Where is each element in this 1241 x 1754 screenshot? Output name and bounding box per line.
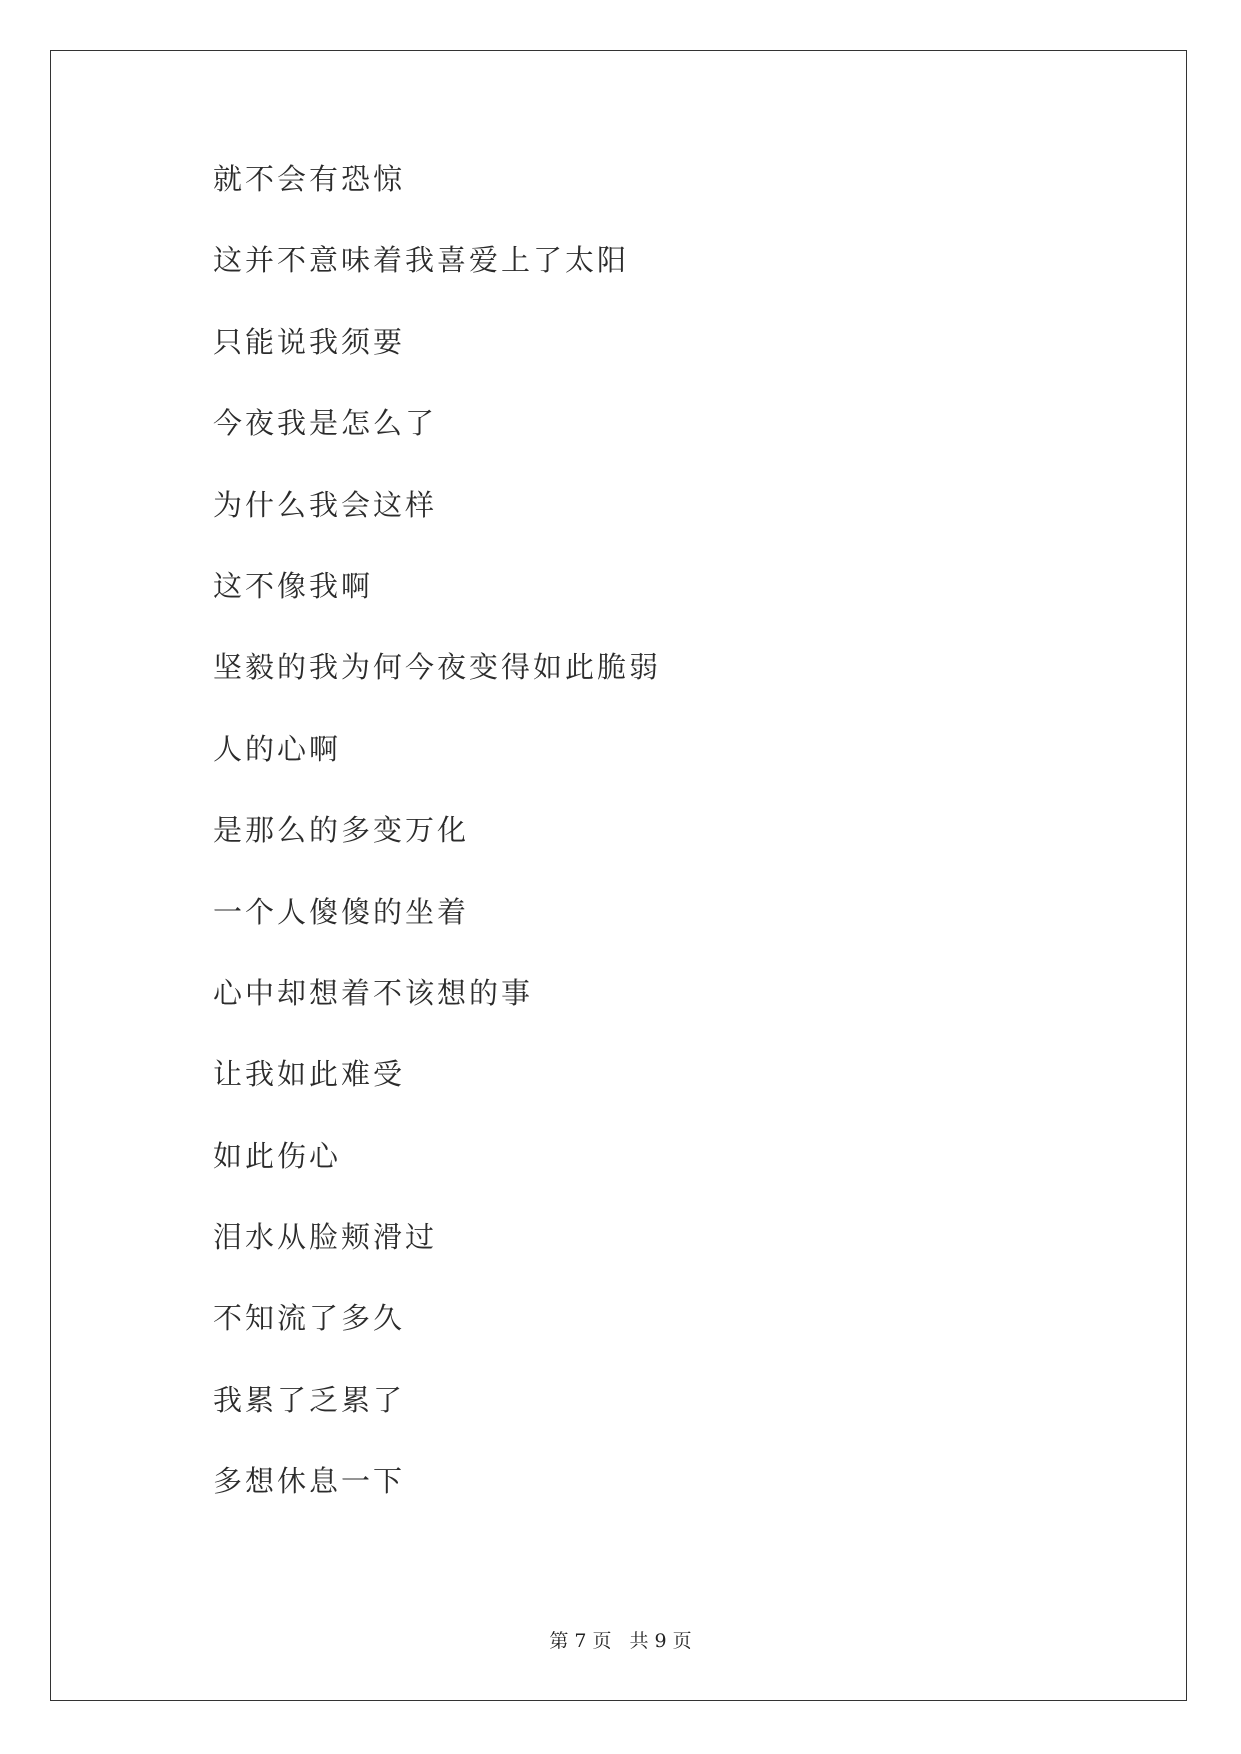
poem-line: 泪水从脸颊滑过	[213, 1220, 438, 1255]
poem-line: 如此伤心	[213, 1138, 342, 1173]
poem-line: 我累了乏累了	[213, 1382, 406, 1417]
poem-line: 为什么我会这样	[213, 487, 438, 522]
poem-line: 心中却想着不该想的事	[213, 975, 534, 1010]
page-footer	[0, 1626, 1241, 1653]
poem-line: 就不会有恐惊	[213, 162, 406, 196]
poem-line: 这不像我啊	[213, 568, 374, 603]
poem-body	[213, 162, 662, 1549]
poem-line: 让我如此难受	[213, 1057, 406, 1092]
poem-line: 这并不意味着我喜爱上了太阳	[213, 243, 630, 278]
page-total: 共 9 页	[629, 1630, 692, 1652]
poem-line: 多想休息一下	[213, 1464, 406, 1499]
poem-line: 今夜我是怎么了	[213, 406, 438, 441]
poem-line: 一个人傻傻的坐着	[213, 894, 470, 929]
page-number: 第 7 页	[549, 1630, 612, 1652]
poem-line: 是那么的多变万化	[213, 813, 470, 848]
poem-line: 人的心啊	[213, 731, 342, 766]
poem-line: 不知流了多久	[213, 1301, 406, 1336]
poem-line: 坚毅的我为何今夜变得如此脆弱	[213, 650, 662, 685]
poem-line: 只能说我须要	[213, 324, 406, 359]
